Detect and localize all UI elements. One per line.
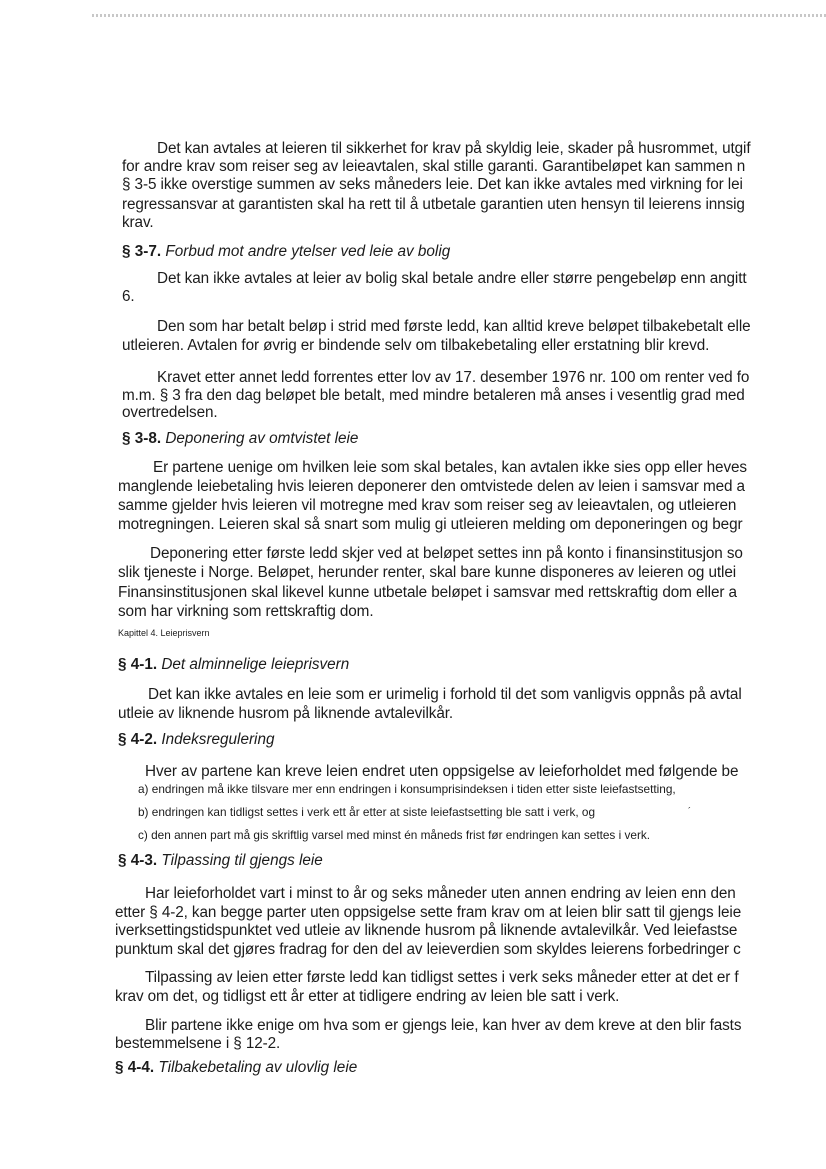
paragraph-line: iverksettingstidspunktet ved utleie av liknende husrom på liknende avtalevilkår. Ved leiefastse [115,922,738,939]
paragraph-line: Finansinstitusjonen skal likevel kunne utbetale beløpet i samsvar med rettskraftig dom eller a [118,584,737,601]
paragraph-line: utleie av liknende husrom på liknende avtalevilkår. [118,705,454,722]
paragraph-line: Hver av partene kan kreve leien endret uten oppsigelse av leieforholdet med følgende be [145,763,739,780]
paragraph-line: Deponering etter første ledd skjer ved at beløpet settes inn på konto i finansinstitusjon so [150,545,743,562]
paragraph-line: Kravet etter annet ledd forrentes etter lov av 17. desember 1976 nr. 100 om renter ved fo [157,369,750,386]
scan-speck: ´ [688,806,691,816]
paragraph-line: samme gjelder hvis leieren vil motregne med krav som reiser seg av leieavtalen, og utleieren [118,497,737,514]
paragraph-line: overtredelsen. [122,404,218,421]
list-item: b) endringen kan tidligst settes i verk ett år etter at siste leiefastsetting ble satt i verk, og [138,805,596,819]
paragraph-line: punktum skal det gjøres fradrag for den del av leieverdien som skyldes leierens forbedringer c [115,941,741,958]
paragraph-line: krav. [122,214,154,231]
paragraph-line: etter § 4-2, kan begge parter uten oppsigelse sette fram krav om at leien blir satt til gjengs leie [115,904,742,921]
paragraph-line: regressansvar at garantisten skal ha rett til å utbetale garantien uten hensyn til leierens innsig [122,196,745,213]
chapter-label: Kapittel 4. Leieprisvern [118,628,210,638]
section-heading-4-3 [118,852,323,870]
paragraph-line: manglende leiebetaling hvis leieren deponerer den omtvistede delen av leien i samsvar med a [118,478,745,495]
paragraph-line: Tilpassing av leien etter første ledd kan tidligst settes i verk seks måneder etter at det er f [145,969,739,986]
section-number: § 4-4. [115,1059,155,1076]
section-title: Tilpassing til gjengs leie [161,852,323,869]
section-title: Deponering av omtvistet leie [165,430,359,447]
section-title: Det alminnelige leieprisvern [161,656,350,673]
paragraph-line: Er partene uenige om hvilken leie som skal betales, kan avtalen ikke sies opp eller heves [153,459,747,476]
section-number: § 3-8. [122,430,162,447]
paragraph-line: utleieren. Avtalen for øvrig er bindende selv om tilbakebetaling eller erstatning blir krevd. [122,337,710,354]
paragraph-line: Det kan ikke avtales en leie som er urimelig i forhold til det som vanligvis oppnås på avtal [148,686,742,703]
list-item: c) den annen part må gis skriftlig varsel med minst én måneds frist før endringen kan settes i verk. [138,828,651,842]
section-heading-4-2 [118,731,274,749]
section-heading-4-4 [115,1059,357,1077]
paragraph-line: krav om det, og tidligst ett år etter at tidligere endring av leien ble satt i verk. [115,988,620,1005]
list-item: a) endringen må ikke tilsvare mer enn endringen i konsumprisindeksen i tiden etter siste leiefastsetting, [138,782,676,796]
section-title: Tilbakebetaling av ulovlig leie [158,1059,358,1076]
section-title: Forbud mot andre ytelser ved leie av bolig [165,243,451,260]
paragraph-line: m.m. § 3 fra den dag beløpet ble betalt, med mindre betaleren må anses i vesentlig grad med [122,387,745,404]
paragraph-line: § 3-5 ikke overstige summen av seks måneders leie. Det kan ikke avtales med virkning for lei [122,176,743,193]
paragraph-line: Har leieforholdet vart i minst to år og seks måneder uten annen endring av leien enn den [145,885,736,902]
paragraph-line: som har virkning som rettskraftig dom. [118,603,374,620]
paragraph-line: slik tjeneste i Norge. Beløpet, herunder renter, skal bare kunne disponeres av leieren og utlei [118,564,737,581]
section-number: § 4-2. [118,731,158,748]
paragraph-line: Den som har betalt beløp i strid med første ledd, kan alltid kreve beløpet tilbakebetalt elle [157,318,751,335]
section-title: Indeksregulering [161,731,275,748]
section-heading-4-1 [118,656,349,674]
section-number: § 4-1. [118,656,158,673]
paragraph-line: Det kan avtales at leieren til sikkerhet for krav på skyldig leie, skader på husrommet, utgif [157,140,751,157]
section-number: § 4-3. [118,852,158,869]
section-number: § 3-7. [122,243,162,260]
paragraph-line: for andre krav som reiser seg av leieavtalen, skal stille garanti. Garantibeløpet kan sammen n [122,158,746,175]
paragraph-line: bestemmelsene i § 12-2. [115,1035,281,1052]
paragraph-line: 6. [122,288,135,305]
section-heading-3-7 [122,243,450,261]
paragraph-line: Blir partene ikke enige om hva som er gjengs leie, kan hver av dem kreve at den blir fasts [145,1017,742,1034]
paragraph-line: motregningen. Leieren skal så snart som mulig gi utleieren melding om deponeringen og begr [118,516,743,533]
paragraph-line: Det kan ikke avtales at leier av bolig skal betale andre eller større pengebeløp enn angitt [157,270,747,287]
section-heading-3-8 [122,430,358,448]
